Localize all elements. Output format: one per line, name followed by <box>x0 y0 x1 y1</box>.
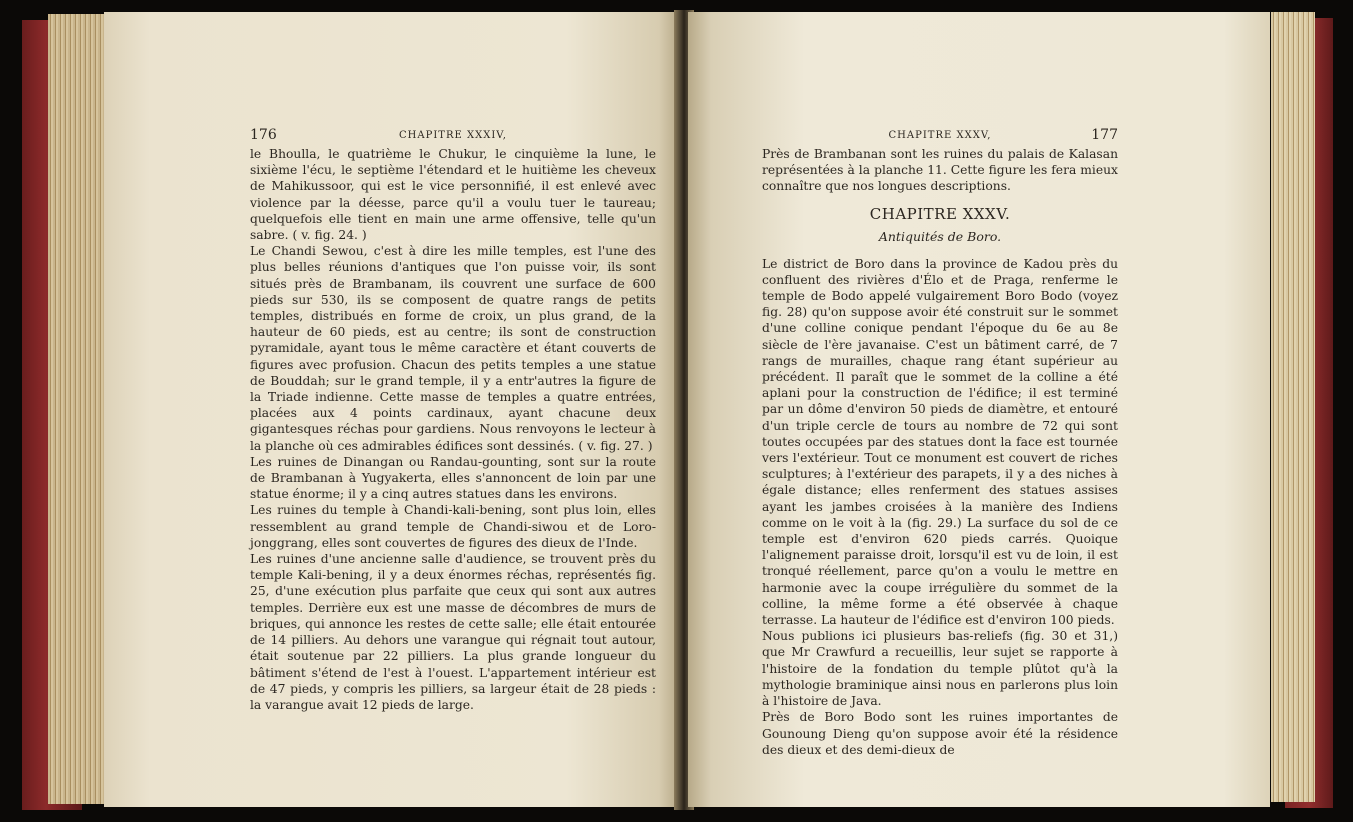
right-running-title: CHAPITRE XXXV, <box>888 130 992 141</box>
right-page-body: Le district de Boro dans la province de Kadou près du confluent des rivières d'Élo et de Praga, renferme le temple de Bodo appelé vulgairement Boro Bodo (voyez fig. 28) qu'on suppose avoir été construit sur le sommet d'une colline conique pendant l'époque du 6e au 8e siècle de l'ère javanaise. C'est un bâtiment carré, de 7 rangs de murailles, chaque rang étant supérieur au précédent. Il paraît que le sommet de la colline a été aplani pour la construction de l'édifice; il est terminé par un dôme d'environ 50 pieds de diamètre, et entouré d'un triple cercle de tours au nombre de 72 qui sont toutes occupées par des statues dont la face est tournée vers l'extérieur. Tout ce monument est couvert de riches sculptures; à l'extérieur des parapets, il y a des niches à égale distance; elles renferment des statues assises ayant les jambes croisées à la manière des Indiens comme on le voit à la (fig. 29.) La surface du sol de ce temple est d'environ 620 pieds carrés. Quoique l'alignement paraisse droit, lorsqu'il est vu de loin, il est tronqué réellement, parce qu'on a voulu le mettre en harmonie avec la coupe irrégulière du sommet de la colline, la même forme a été observée à chaque terrasse. La hauteur de l'édifice est d'environ 100 pieds. Nous publions ici plusieurs bas-reliefs (fig. 30 et 31,) que Mr Crawfurd a recueillis, leur sujet se rapporte à l'histoire de la fondation du temple plûtot qu'à la mythologie braminique ainsi nous en parlerons plus loin à l'histoire de Java. Près de Boro Bodo sont les ruines importantes de Gounoung Dieng qu'on suppose avoir été la résidence des dieux et des demi-dieux de <box>762 256 1118 757</box>
right-page-number: 177 <box>1091 127 1118 143</box>
left-page <box>104 12 682 807</box>
right-running-head <box>762 127 1118 146</box>
right-page-intro: Près de Brambanan sont les ruines du palais de Kalasan représentées à la planche 11. Cette figure les fera mieux connaître que nos longues descriptions. <box>762 147 1118 194</box>
chapter-subtitle: Antiquités de Boro. <box>878 228 1002 244</box>
left-running-head <box>250 127 656 146</box>
left-page-number: 176 <box>250 127 277 143</box>
left-page-stack <box>48 14 110 804</box>
chapter-title: CHAPITRE XXXV. <box>869 204 1011 223</box>
left-running-title: CHAPITRE XXXIV, <box>399 130 507 141</box>
right-page <box>688 12 1270 807</box>
right-page-stack <box>1271 12 1315 802</box>
left-page-body: le Bhoulla, le quatrième le Chukur, le cinquième la lune, le sixième l'écu, le septième l'étendard et le huitième les cheveux de Mahikussoor, qui est le vice personnifié, il est enlevé avec violence par la déesse, parce qu'il a voulu tuer le taureau; quelquefois elle tient en main une arme offensive, telle qu'un sabre. ( v. fig. 24. ) Le Chandi Sewou, c'est à dire les mille temples, est l'une des plus belles réunions d'antiques que l'on puisse voir, ils sont situés près de Brambanam, ils couvrent une surface de 600 pieds sur 530, ils se composent de quatre rangs de petits temples, distribués en forme de croix, un plus grand, de la hauteur de 60 pieds, est au centre; ils sont de construction pyramidale, ayant tous le même caractère et étant couverts de figures avec profusion. Chacun des petits temples a une statue de Bouddah; sur le grand temple, il y a entr'autres la figure de la Triade indienne. Cette masse de temples a quatre entrées, placées aux 4 points cardinaux, ayant chacune deux gigantesques réchas pour gardiens. Nous renvoyons le lecteur à la planche où ces admirables édifices sont dessinés. ( v. fig. 27. ) Les ruines de Dinangan ou Randau-gounting, sont sur la route de Brambanan à Yugyakerta, elles s'annoncent de loin par une statue énorme; il y a cinq autres statues dans les environs. Les ruines du temple à Chandi-kali-bening, sont plus loin, elles ressemblent au grand temple de Chandi-siwou et de Loro-jonggrang, elles sont couvertes de figures des dieux de l'Inde. Les ruines d'une ancienne salle d'audience, se trouvent près du temple Kali-bening, il y a deux énormes réchas, représentés fig. 25, d'une exécution plus parfaite que ceux qui sont aux autres temples. Derrière eux est une masse de décombres de murs de briques, qui annonce les restes de cette salle; elle était entourée de 14 pilliers. Au dehors une varangue qui régnait tout autour, était soutenue par 22 pilliers. La plus grande longueur du bâtiment s'étend de l'est à l'ouest. L'appartement intérieur est de 47 pieds, y compris les pilliers, sa largeur était de 28 pieds : la varangue avait 12 pieds de large. <box>250 147 656 712</box>
